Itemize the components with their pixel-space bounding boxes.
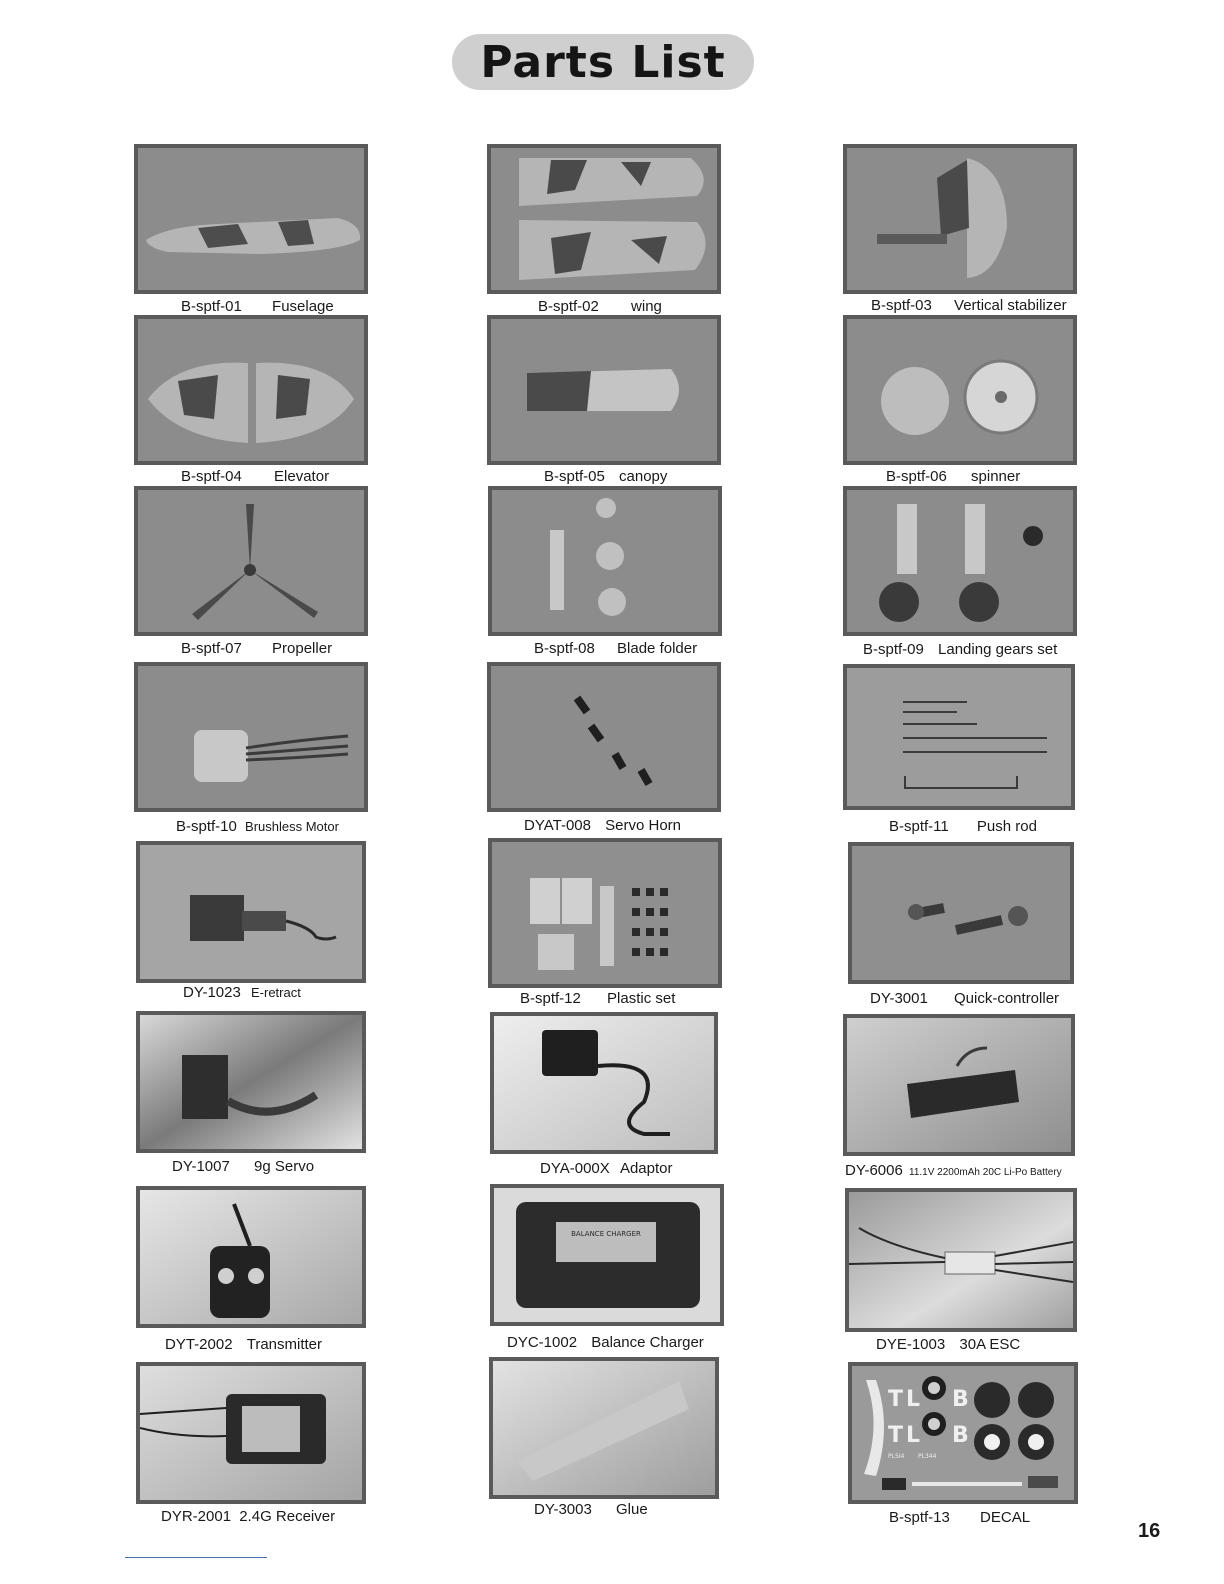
transmitter-photo xyxy=(136,1186,366,1328)
decal-letter: L xyxy=(906,1387,921,1412)
part-code: DY-1007 xyxy=(172,1158,230,1175)
landing-gear-photo xyxy=(843,486,1077,636)
part-code: B-sptf-02 xyxy=(538,298,599,315)
part-name: Adaptor xyxy=(619,1160,673,1177)
part-caption xyxy=(534,1501,648,1518)
part-name: Blade folder xyxy=(617,640,698,657)
part-caption xyxy=(871,297,1067,314)
part-caption xyxy=(524,817,681,834)
part-caption xyxy=(870,990,1059,1007)
part-caption xyxy=(161,1508,335,1525)
part-name: Landing gears set xyxy=(938,641,1058,658)
page-title: Parts List xyxy=(480,36,726,88)
part-caption xyxy=(544,468,667,485)
servo-horn-photo xyxy=(487,662,721,812)
decal-code: PL344 xyxy=(918,1453,937,1460)
charger-photo xyxy=(490,1184,724,1326)
fuselage-photo xyxy=(134,144,368,294)
glue-photo xyxy=(489,1357,719,1499)
title-banner xyxy=(452,34,754,90)
part-name: Quick-controller xyxy=(954,990,1060,1007)
plastic-set-photo xyxy=(488,838,722,988)
part-caption xyxy=(886,468,1020,485)
part-code: DYA-000X xyxy=(540,1160,610,1177)
part-caption xyxy=(889,1509,1030,1526)
part-code: B-sptf-06 xyxy=(886,468,947,485)
spinner-photo xyxy=(843,315,1077,465)
part-code: DYT-2002 xyxy=(165,1336,233,1353)
part-caption xyxy=(538,298,662,315)
vertical-stabilizer-photo xyxy=(843,144,1077,294)
part-code: DY-1023 xyxy=(183,984,241,1001)
part-code: B-sptf-07 xyxy=(181,640,242,657)
decal-letter: B xyxy=(952,1387,969,1412)
part-name: Fuselage xyxy=(272,298,334,315)
part-caption xyxy=(534,640,697,657)
part-name: Propeller xyxy=(272,640,333,657)
part-code: DYE-1003 xyxy=(876,1336,946,1353)
part-name: Balance Charger xyxy=(591,1334,704,1351)
part-name: Plastic set xyxy=(607,990,676,1007)
charger-label: BALANCE CHARGER xyxy=(571,1230,641,1238)
part-code: DY-3001 xyxy=(870,990,928,1007)
part-name: DECAL xyxy=(980,1509,1031,1526)
part-code: B-sptf-01 xyxy=(181,298,242,315)
part-caption xyxy=(540,1160,672,1177)
part-caption xyxy=(520,990,675,1007)
part-name: 30A ESC xyxy=(959,1336,1021,1353)
canopy-photo xyxy=(487,315,721,465)
part-name: 9g Servo xyxy=(254,1158,315,1175)
part-name: Vertical stabilizer xyxy=(954,297,1067,314)
decal-letter: L xyxy=(906,1423,921,1448)
part-caption xyxy=(181,298,334,315)
part-caption xyxy=(876,1336,1020,1353)
part-name: 2.4G Receiver xyxy=(239,1508,336,1525)
part-name: Transmitter xyxy=(246,1336,323,1353)
e-retract-photo xyxy=(136,841,366,983)
part-caption xyxy=(889,818,1037,835)
motor-photo xyxy=(134,662,368,812)
elevator-photo xyxy=(134,315,368,465)
part-name: wing xyxy=(631,298,662,315)
blade-folder-photo xyxy=(488,486,722,636)
part-name: Brushless Motor xyxy=(245,819,339,834)
decal-code: PL5I4 xyxy=(888,1453,905,1460)
part-caption xyxy=(176,818,339,835)
part-code: B-sptf-13 xyxy=(889,1509,950,1526)
part-name: 11.1V 2200mAh 20C Li-Po Battery xyxy=(909,1167,1062,1178)
part-code: B-sptf-11 xyxy=(889,818,949,835)
part-code: DY-3003 xyxy=(534,1501,592,1518)
part-code: B-sptf-03 xyxy=(871,297,932,314)
part-caption xyxy=(172,1158,314,1175)
part-caption xyxy=(507,1334,704,1351)
part-code: B-sptf-08 xyxy=(534,640,595,657)
part-name: Glue xyxy=(616,1501,648,1518)
propeller-photo xyxy=(134,486,368,636)
part-code: DYR-2001 xyxy=(161,1508,232,1525)
part-code: B-sptf-12 xyxy=(520,990,581,1007)
part-name: E-retract xyxy=(251,985,301,1000)
footer-rule xyxy=(125,1557,267,1558)
part-caption xyxy=(181,468,329,485)
wing-photo xyxy=(487,144,721,294)
push-rod-photo xyxy=(843,664,1075,810)
part-caption xyxy=(181,640,332,657)
page-number: 16 xyxy=(1138,1520,1161,1542)
part-code: DYC-1002 xyxy=(507,1334,578,1351)
part-code: DY-6006 xyxy=(845,1162,903,1179)
decal-letter: T xyxy=(888,1387,904,1412)
part-name: Servo Horn xyxy=(605,817,682,834)
part-caption xyxy=(863,641,1057,658)
part-code: DYAT-008 xyxy=(524,817,591,834)
adaptor-photo xyxy=(490,1012,718,1154)
part-caption xyxy=(845,1162,1062,1179)
part-caption xyxy=(165,1336,322,1353)
part-caption xyxy=(183,984,301,1001)
decal-photo xyxy=(848,1362,1078,1504)
quick-controller-photo xyxy=(848,842,1074,984)
part-code: B-sptf-04 xyxy=(181,468,242,485)
part-name: Elevator xyxy=(274,468,330,485)
part-code: B-sptf-05 xyxy=(544,468,605,485)
part-name: Push rod xyxy=(976,818,1037,835)
part-code: B-sptf-09 xyxy=(863,641,924,658)
part-name: spinner xyxy=(971,468,1021,485)
receiver-photo xyxy=(136,1362,366,1504)
decal-letter: T xyxy=(888,1423,904,1448)
battery-photo xyxy=(843,1014,1075,1156)
servo-photo xyxy=(136,1011,366,1153)
decal-letter: B xyxy=(952,1423,969,1448)
part-code: B-sptf-10 xyxy=(176,818,237,835)
esc-photo xyxy=(845,1188,1077,1332)
part-name: canopy xyxy=(619,468,668,485)
